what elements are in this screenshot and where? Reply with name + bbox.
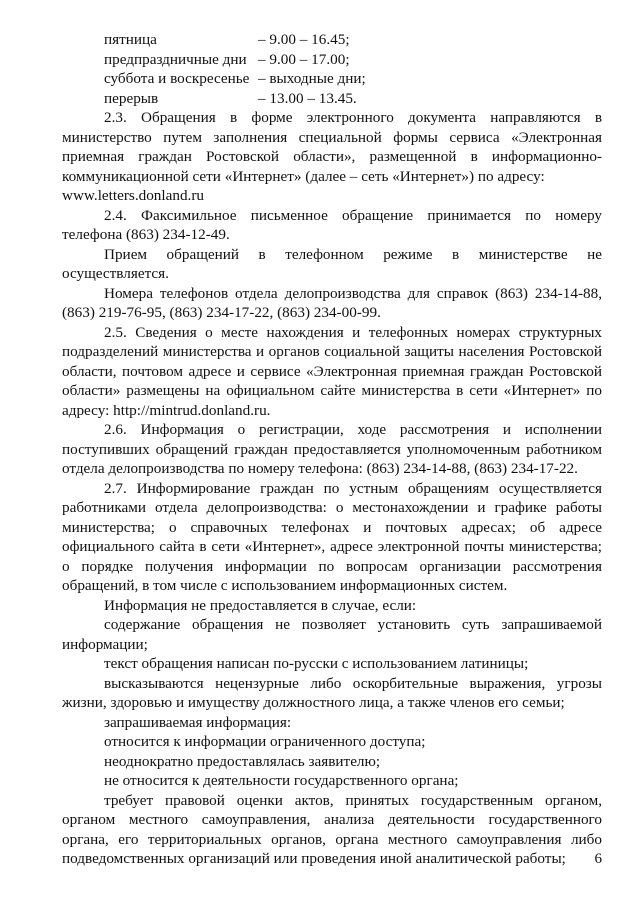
schedule-time: – 9.00 – 17.00; xyxy=(258,50,350,68)
paragraph-2-3: 2.3. Обращения в форме электронного документа направляются в министерство путем заполнения специальной формы сервиса «Электронная приемная граждан Ростовской области», размещенной в информационно-коммуникационной сети «Интернет» (далее – сеть «Интернет») по адресу: xyxy=(62,109,602,185)
paragraph-2-5: 2.5. Сведения о месте нахождения и телефонных номерах структурных подразделений министерства и органов социальной защиты населения Ростовской области, почтовом адресе и сервисе «Электронная приемная граждан Ростовской области» размещены на официальном сайте министерства в сети «Интернет» по адресу: http://mintrud.donland.ru. xyxy=(62,323,602,419)
schedule-day: пятница xyxy=(104,31,157,48)
schedule-row xyxy=(62,30,602,50)
schedule-time: – 9.00 – 16.45; xyxy=(258,31,350,48)
paragraph-2-6: 2.6. Информация о регистрации, ходе рассмотрения и исполнении поступивших обращений граждан предоставляется уполномоченным работником отдела делопроизводства по номеру телефона: (863) 234-14-88, (863) 234-17-22. xyxy=(62,421,602,477)
schedule-time: – 13.00 – 13.45. xyxy=(258,89,357,107)
schedule-row xyxy=(62,50,602,70)
condition-item: относится к информации ограниченного доступа; xyxy=(104,733,426,750)
paragraph-phone-reception: Прием обращений в телефонном режиме в министерстве не осуществляется. xyxy=(62,245,602,282)
paragraph-phone-numbers: Номера телефонов отдела делопроизводства для справок (863) 234-14-88, (863) 219-76-95, (863) 234-17-22, (863) 234-00-99. xyxy=(62,284,602,321)
condition-item: содержание обращения не позволяет установить суть запрашиваемой информации; xyxy=(62,616,602,653)
paragraph-2-7: 2.7. Информирование граждан по устным обращениям осуществляется работниками отдела делопроизводства: о местонахождении и графике работы министерства; о справочных телефонах и почтовых адресах; об адресе официального сайта в сети «Интернет», адресе электронной почты министерства; о порядке получения информации по вопросам организации рассмотрения обращений, в том числе с использованием информационных систем. xyxy=(62,479,602,594)
condition-item: запрашиваемая информация: xyxy=(104,713,292,731)
condition-item: высказываются нецензурные либо оскорбительные выражения, угрозы жизни, здоровью и имуществу должностного лица, а также членов его семьи; xyxy=(62,674,602,711)
schedule-time: – выходные дни; xyxy=(258,70,366,87)
schedule-row xyxy=(62,69,602,89)
letters-url: www.letters.donland.ru xyxy=(62,187,204,204)
schedule-day: суббота и воскресенье xyxy=(104,70,250,87)
paragraph-2-4: 2.4. Факсимильное письменное обращение принимается по номеру телефона (863) 234-12-49. xyxy=(62,206,602,243)
condition-item: требует правовой оценки актов, принятых государственным органом, органом местного самоуправления, анализа деятельности государственного органа, его территориальных органов, органа местного самоуправления либо подведомственных организаций или проведения иной аналитической работы; xyxy=(62,791,602,867)
document-body xyxy=(62,30,602,869)
page-number: 6 xyxy=(594,851,602,867)
paragraph-not-provided: Информация не предоставляется в случае, если: xyxy=(104,596,417,614)
schedule-day: предпраздничные дни xyxy=(104,50,247,68)
schedule-row xyxy=(62,89,602,109)
condition-item: неоднократно предоставлялась заявителю; xyxy=(104,752,381,770)
schedule-day: перерыв xyxy=(104,89,159,107)
condition-item: текст обращения написан по-русски с использованием латиницы; xyxy=(104,655,529,672)
condition-item: не относится к деятельности государственного органа; xyxy=(104,772,459,789)
